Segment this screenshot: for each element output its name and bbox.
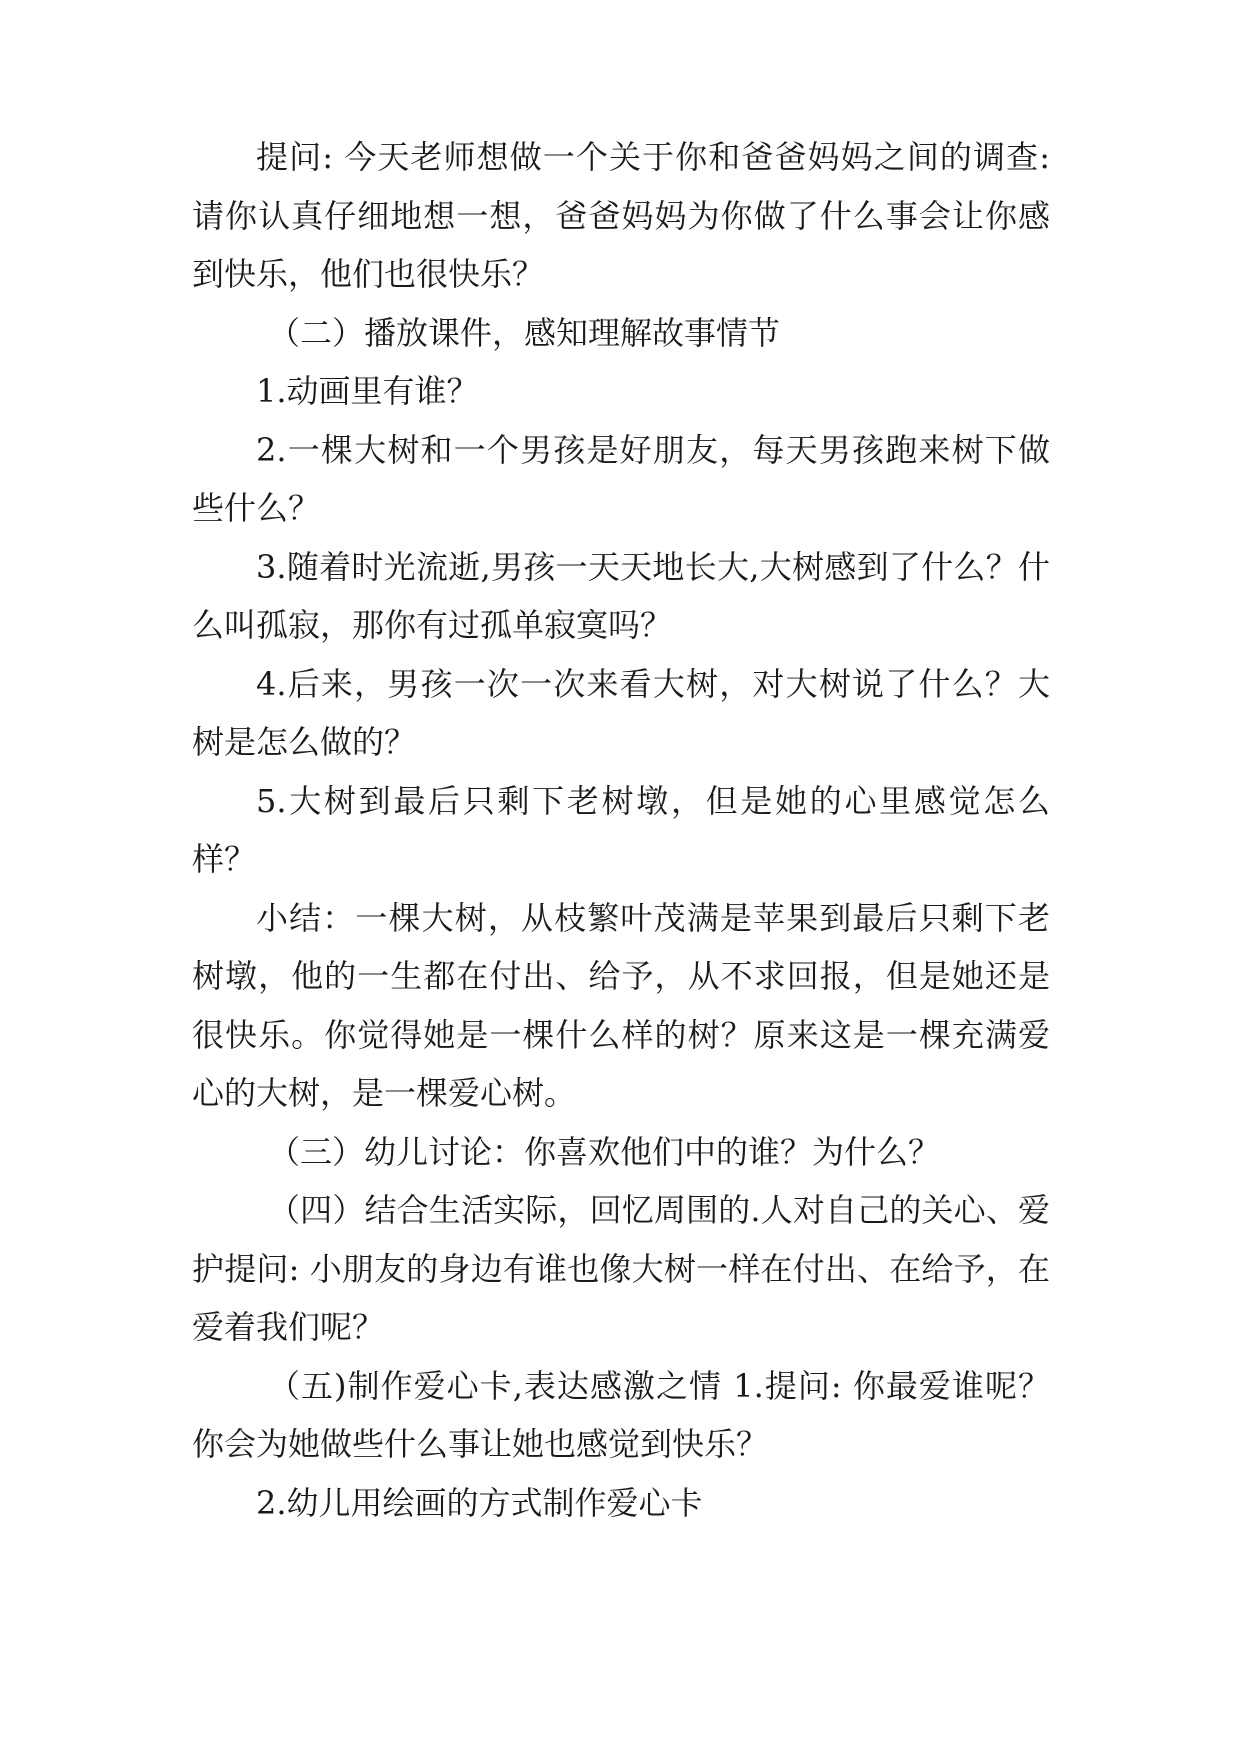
paragraph-section-three: （三）幼儿讨论：你喜欢他们中的谁？为什么？ (268, 1132, 941, 1171)
document-page (192, 128, 1050, 1532)
paragraph-section-four: （四）结合生活实际，回忆周围的.人对自己的关心、爱护提问: 小朋友的身边有谁也像大树一样在付出、在给予，在爱着我们呢？ (192, 1191, 1050, 1346)
paragraph-question-2: 2.一棵大树和一个男孩是好朋友，每天男孩跑来树下做些什么？ (192, 430, 1050, 527)
paragraph-question-5: 5.大树到最后只剩下老树墩，但是她的心里感觉怎么样？ (192, 781, 1050, 878)
paragraph-question-1: 1.动画里有谁？ (256, 372, 479, 410)
paragraph-survey-question: 提问: 今天老师想做一个关于你和爸爸妈妈之间的调查: 请你认真仔细地想一想，爸爸妈妈为你做了什么事会让你感到快乐，他们也很快乐？ (192, 138, 1050, 293)
paragraph-summary: 小结：一棵大树，从枝繁叶茂满是苹果到最后只剩下老树墩，他的一生都在付出、给予，从不求回报，但是她还是很快乐。你觉得她是一棵什么样的树？原来这是一棵充满爱心的大树，是一棵爱心树。 (192, 898, 1050, 1112)
paragraph-question-4: 4.后来，男孩一次一次来看大树，对大树说了什么？大树是怎么做的？ (192, 664, 1050, 761)
paragraph-section-two-heading: （二）播放课件，感知理解故事情节 (268, 313, 781, 352)
paragraph-section-five: （五)制作爱心卡,表达感激之情 1.提问: 你最爱谁呢？你会为她做些什么事让她也感觉到快乐？ (192, 1366, 1050, 1463)
paragraph-question-3: 3.随着时光流逝,男孩一天天地长大,大树感到了什么？什么叫孤寂，那你有过孤单寂寞吗？ (192, 547, 1050, 644)
paragraph-drawing-activity: 2.幼儿用绘画的方式制作爱心卡 (256, 1483, 703, 1522)
